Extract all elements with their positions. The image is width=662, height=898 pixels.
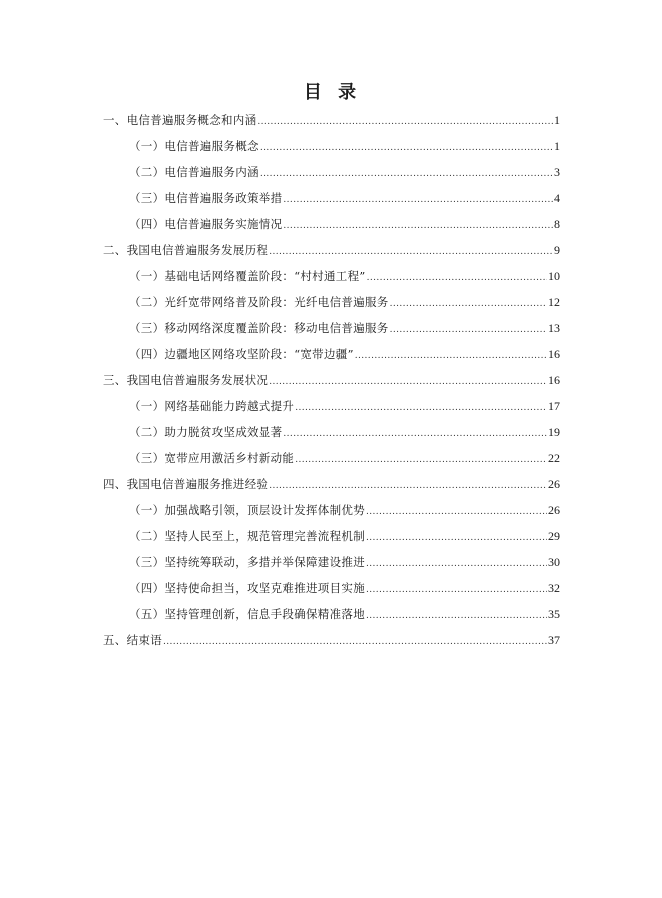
toc-entry-label: （一）网络基础能力跨越式提升 <box>129 399 295 413</box>
toc-section-entry[interactable] <box>103 424 560 450</box>
toc-page-number: 9 <box>554 243 560 257</box>
toc-entry-label: （二）坚持人民至上，规范管理完善流程机制 <box>129 529 365 543</box>
toc-entry-label: 二、我国电信普遍服务发展历程 <box>103 243 269 257</box>
toc-entry-label: （四）边疆地区网络攻坚阶段：“宽带边疆” <box>129 347 354 361</box>
toc-entry-label: 四、我国电信普遍服务推进经验 <box>103 477 269 491</box>
toc-page-number: 12 <box>548 295 560 309</box>
toc-page-number: 16 <box>548 347 560 361</box>
toc-page-number: 8 <box>554 217 560 231</box>
dot-leader <box>269 481 547 491</box>
toc-section-entry[interactable] <box>103 216 560 242</box>
toc-section-entry[interactable] <box>103 190 560 216</box>
dot-leader <box>283 221 553 231</box>
dot-leader <box>269 377 547 387</box>
dot-leader <box>283 429 547 439</box>
toc-entry-label: （一）电信普遍服务概念 <box>129 139 259 153</box>
toc-page-number: 4 <box>554 191 560 205</box>
toc-entry-label: （二）电信普遍服务内涵 <box>129 165 259 179</box>
toc-chapter-entry[interactable] <box>103 112 560 138</box>
dot-leader <box>366 585 547 595</box>
toc-page-number: 30 <box>548 555 560 569</box>
dot-leader <box>295 403 547 413</box>
toc-page-number: 26 <box>548 503 560 517</box>
toc-entry-label: （五）坚持管理创新，信息手段确保精准落地 <box>129 607 365 621</box>
toc-chapter-entry[interactable] <box>103 372 560 398</box>
toc-page-number: 37 <box>548 633 560 647</box>
dot-leader <box>366 533 547 543</box>
toc-entry-label: （三）移动网络深度覆盖阶段：移动电信普遍服务 <box>129 321 389 335</box>
toc-entry-label: 一、电信普遍服务概念和内涵 <box>103 113 257 127</box>
toc-page-number: 13 <box>548 321 560 335</box>
toc-page-number: 35 <box>548 607 560 621</box>
dot-leader <box>366 507 547 517</box>
toc-chapter-entry[interactable] <box>103 476 560 502</box>
dot-leader <box>260 143 553 153</box>
toc-section-entry[interactable] <box>103 528 560 554</box>
toc-entry-label: （四）坚持使命担当，攻坚克难推进项目实施 <box>129 581 365 595</box>
dot-leader <box>260 169 553 179</box>
toc-section-entry[interactable] <box>103 294 560 320</box>
toc-page-number: 10 <box>548 269 560 283</box>
dot-leader <box>367 273 547 283</box>
toc-section-entry[interactable] <box>103 580 560 606</box>
toc-section-entry[interactable] <box>103 164 560 190</box>
toc-page-number: 1 <box>554 139 560 153</box>
dot-leader <box>295 455 547 465</box>
toc-entry-label: （四）电信普遍服务实施情况 <box>129 217 283 231</box>
toc-page-number: 16 <box>548 373 560 387</box>
toc-page-number: 19 <box>548 425 560 439</box>
toc-section-entry[interactable] <box>103 346 560 372</box>
dot-leader <box>283 195 553 205</box>
toc-entry-label: （二）助力脱贫攻坚成效显著 <box>129 425 283 439</box>
dot-leader <box>366 611 547 621</box>
toc-entry-label: （一）加强战略引领，顶层设计发挥体制优势 <box>129 503 365 517</box>
dot-leader <box>366 559 547 569</box>
toc-entry-label: （三）坚持统筹联动，多措并举保障建设推进 <box>129 555 365 569</box>
toc-entry-label: （三）电信普遍服务政策举措 <box>129 191 283 205</box>
toc-section-entry[interactable] <box>103 606 560 632</box>
dot-leader <box>163 637 547 647</box>
toc-section-entry[interactable] <box>103 138 560 164</box>
toc-section-entry[interactable] <box>103 554 560 580</box>
toc-chapter-entry[interactable] <box>103 632 560 658</box>
toc-entry-label: （二）光纤宽带网络普及阶段：光纤电信普遍服务 <box>129 295 389 309</box>
toc-section-entry[interactable] <box>103 502 560 528</box>
toc-page-number: 22 <box>548 451 560 465</box>
toc-section-entry[interactable] <box>103 268 560 294</box>
toc-section-entry[interactable] <box>103 450 560 476</box>
toc-page-number: 3 <box>554 165 560 179</box>
dot-leader <box>390 325 547 335</box>
toc-entry-label: 三、我国电信普遍服务发展状况 <box>103 373 269 387</box>
dot-leader <box>390 299 547 309</box>
toc-page-number: 32 <box>548 581 560 595</box>
toc-page-number: 1 <box>554 113 560 127</box>
page-title: 目 录 <box>303 82 359 103</box>
toc-entry-label: 五、结束语 <box>103 633 162 647</box>
toc-chapter-entry[interactable] <box>103 242 560 268</box>
toc-section-entry[interactable] <box>103 398 560 424</box>
toc-page-number: 17 <box>548 399 560 413</box>
toc-entry-label: （一）基础电话网络覆盖阶段：“村村通工程” <box>129 269 366 283</box>
dot-leader <box>355 351 547 361</box>
toc-page-number: 29 <box>548 529 560 543</box>
dot-leader <box>257 117 553 127</box>
toc-entry-label: （三）宽带应用激活乡村新动能 <box>129 451 295 465</box>
table-of-contents <box>103 112 560 658</box>
toc-section-entry[interactable] <box>103 320 560 346</box>
dot-leader <box>269 247 553 257</box>
toc-page-number: 26 <box>548 477 560 491</box>
